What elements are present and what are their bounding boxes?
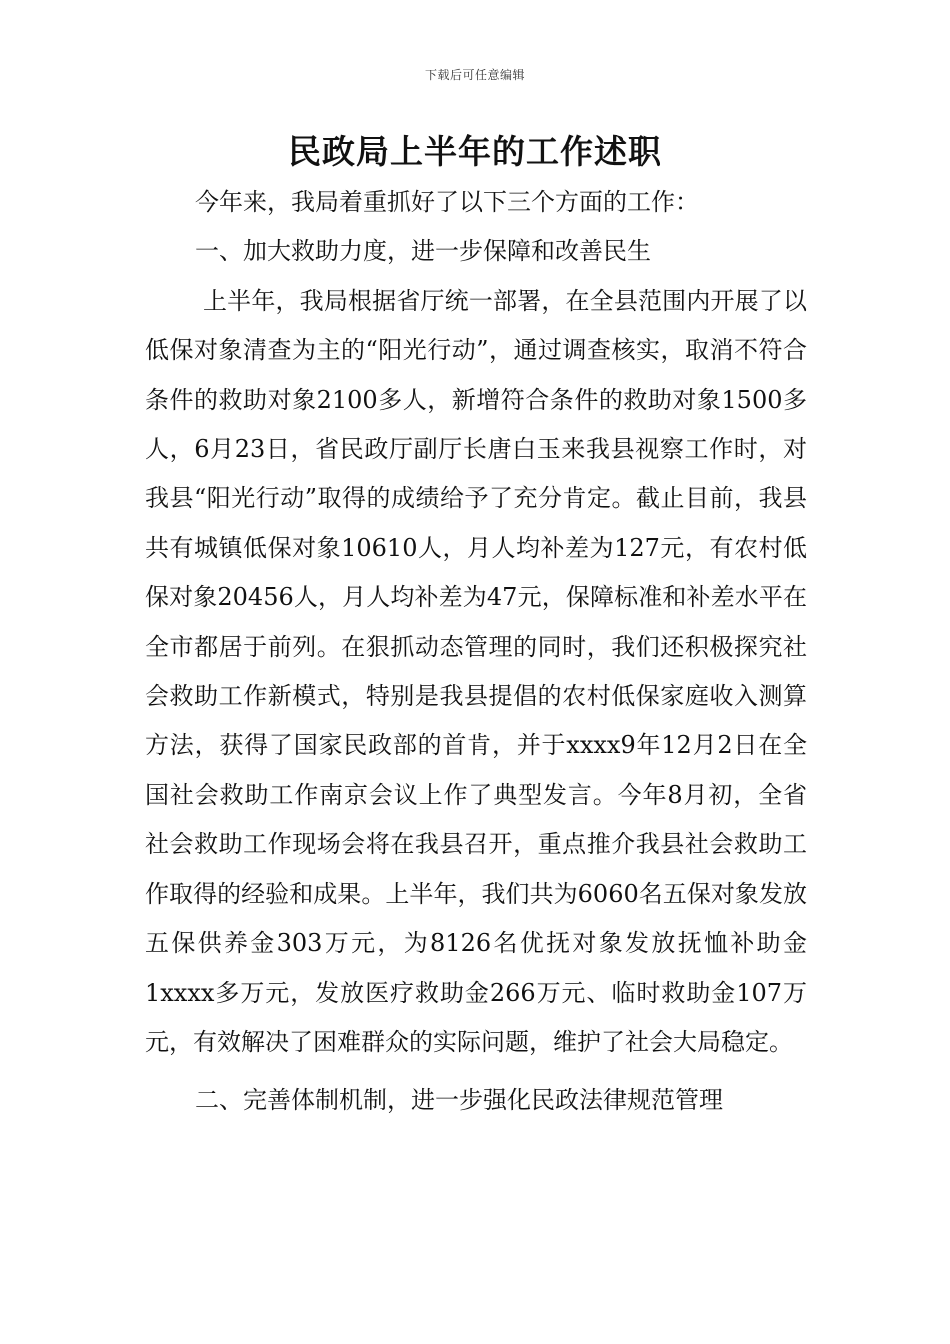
header-note: 下载后可任意编辑 xyxy=(424,68,525,82)
section-1-paragraph: 上半年，我局根据省厅统一部署，在全县范围内开展了以低保对象清查为主的“阳光行动”，通过调查核实，取消不符合条件的救助对象2100多人，新增符合条件的救助对象1500多人，6月23日，省民政厅副厅长唐白玉来我县视察工作时，对我县“阳光行动”取得的成绩给予了充分肯定。截止目前，我县共有城镇低保对象10610人，月人均补差为127元，有农村低保对象20456人，月人均补差为47元，保障标准和补差水平在全市都居于前列。在狠抓动态管理的同时，我们还积极探究社会救助工作新模式，特别是我县提倡的农村低保家庭收入测算方法，获得了国家民政部的首肯，并于xxxx9年12月2日在全国社会救助工作南京会议上作了典型发言。今年8月初，全省社会救助工作现场会将在我县召开，重点推介我县社会救助工作取得的经验和成果。上半年，我们共为6060名五保对象发放五保供养金303万元，为8126名优抚对象发放抚恤补助金1xxxx多万元，发放医疗救助金266万元、临时救助金107万元，有效解决了困难群众的实际问题，维护了社会大局稳定。 xyxy=(145,286,807,1056)
document-title: 民政局上半年的工作述职 xyxy=(288,132,662,171)
section-2-heading: 二、完善体制机制，进一步强化民政法律规范管理 xyxy=(195,1086,723,1115)
document-body xyxy=(145,178,807,1126)
intro-paragraph: 今年来，我局着重抓好了以下三个方面的工作： xyxy=(195,188,699,216)
section-1-heading: 一、加大救助力度，进一步保障和改善民生 xyxy=(195,237,651,266)
